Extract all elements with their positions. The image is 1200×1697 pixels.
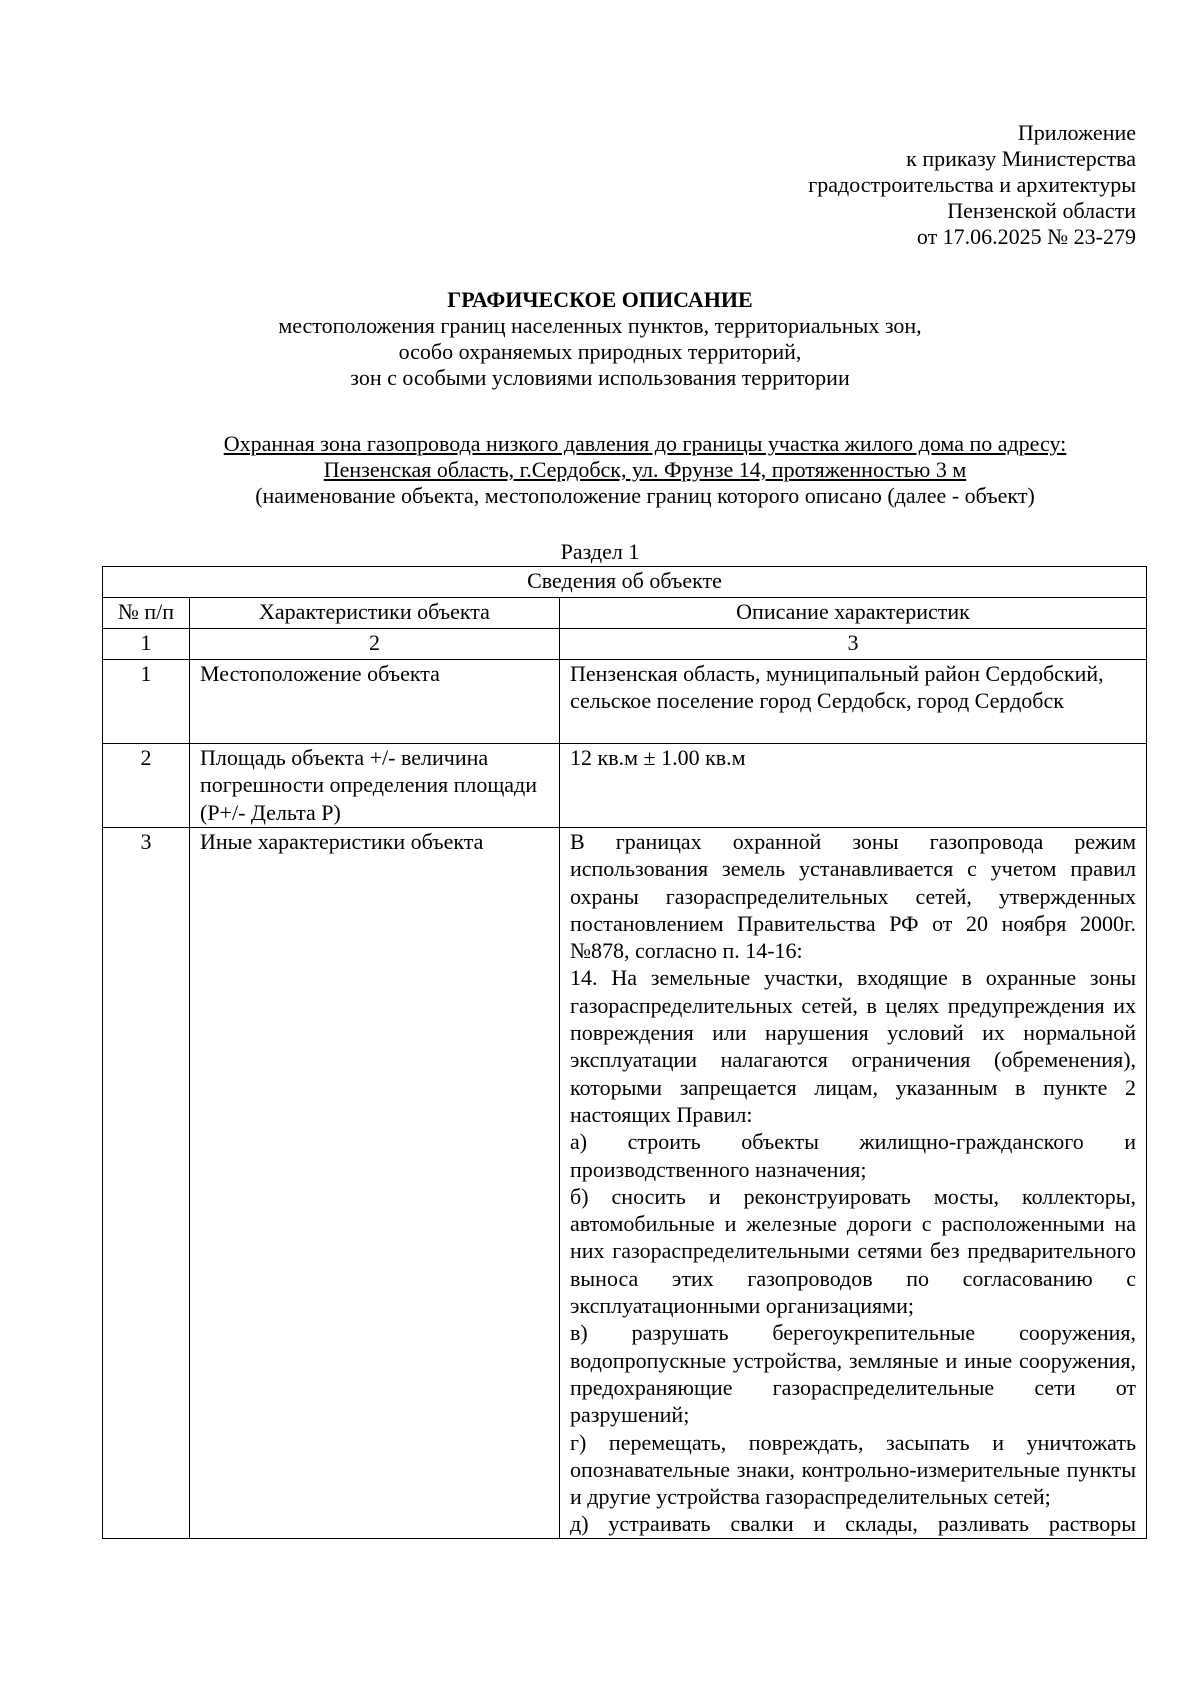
description-paragraph: б) сносить и реконструировать мосты, коллекторы, автомобильные и железные дороги с расположенными на них газораспределительными сетями без предварительного выноса этих газопроводов по согласованию с эксплуатационными организациями;: [570, 1183, 1137, 1319]
description-paragraph: г) перемещать, повреждать, засыпать и уничтожать опознавательные знаки, контрольно-измерительные пункты и другие устройства газораспределительных сетей;: [570, 1429, 1137, 1510]
appendix-line: от 17.06.2025 № 23-279: [916, 224, 1136, 249]
row-description: Пензенская область, муниципальный район Сердобский, сельское поселение город Сердобск, город Сердобск: [560, 660, 1147, 744]
description-paragraph: в) разрушать берегоукрепительные сооружения, водопропускные устройства, земляные и иные сооружения, предохраняющие газораспределительные сети от разрушений;: [570, 1320, 1137, 1428]
row-num: 1: [103, 660, 190, 744]
col-number: 3: [560, 629, 1147, 660]
table-title: Сведения об объекте: [103, 567, 1147, 598]
section-label: Раздел 1: [560, 539, 640, 564]
header-num: № п/п: [103, 598, 190, 629]
table-row: [103, 660, 1147, 744]
title-main: ГРАФИЧЕСКОЕ ОПИСАНИЕ: [447, 287, 753, 312]
description-paragraph: д) устраивать свалки и склады, разливать растворы: [570, 1511, 1137, 1537]
table-row: [103, 744, 1147, 828]
title-sub-line: особо охраняемых природных территорий,: [398, 339, 802, 364]
description-paragraph: а) строить объекты жилищно-гражданского и производственного назначения;: [570, 1129, 1137, 1182]
appendix-line: Пензенской области: [947, 198, 1136, 223]
appendix-line: Приложение: [1017, 120, 1136, 145]
appendix-line: к приказу Министерства: [906, 146, 1136, 171]
document-title: [0, 287, 1200, 391]
header-characteristic: Характеристики объекта: [190, 598, 560, 629]
header-description: Описание характеристик: [560, 598, 1147, 629]
object-info-table: [102, 566, 1147, 1539]
col-number: 2: [190, 629, 560, 660]
col-number: 1: [103, 629, 190, 660]
row-characteristic: Площадь объекта +/- величина погрешности определения площади (Р+/- Дельта Р): [190, 744, 560, 828]
row-characteristic: Местоположение объекта: [190, 660, 560, 744]
title-sub-line: зон с особыми условиями использования территории: [350, 365, 850, 390]
appendix-header: [808, 120, 1136, 250]
row-num: 3: [103, 828, 190, 1539]
object-name-line: Пензенская область, г.Сердобск, ул. Фрунзе 14, протяженностью 3 м: [323, 457, 967, 482]
object-name-block: [0, 431, 1200, 509]
row-description: 12 кв.м ± 1.00 кв.м: [560, 744, 1147, 828]
row-description: [560, 828, 1147, 1539]
title-sub-line: местоположения границ населенных пунктов, территориальных зон,: [278, 313, 922, 338]
row-num: 2: [103, 744, 190, 828]
description-paragraph: В границах охранной зоны газопровода режим использования земель устанавливается с учетом правил охраны газораспределительных сетей, утвержденных постановлением Правительства РФ от 20 ноября 2000г. №878, согласно п. 14-16:: [570, 829, 1137, 964]
row-characteristic: Иные характеристики объекта: [190, 828, 560, 1539]
object-caption: (наименование объекта, местоположение границ которого описано (далее - объект): [255, 483, 1035, 508]
description-paragraph: 14. На земельные участки, входящие в охранные зоны газораспределительных сетей, в целях предупреждения их повреждения или нарушения условий их нормальной эксплуатации налагаются ограничения (обременения), которыми запрещается лицам, указанным в пункте 2 настоящих Правил:: [570, 965, 1137, 1127]
table-row: [103, 828, 1147, 1539]
object-name-line: Охранная зона газопровода низкого давления до границы участка жилого дома по адресу:: [223, 431, 1067, 456]
appendix-line: градостроительства и архитектуры: [808, 172, 1136, 197]
